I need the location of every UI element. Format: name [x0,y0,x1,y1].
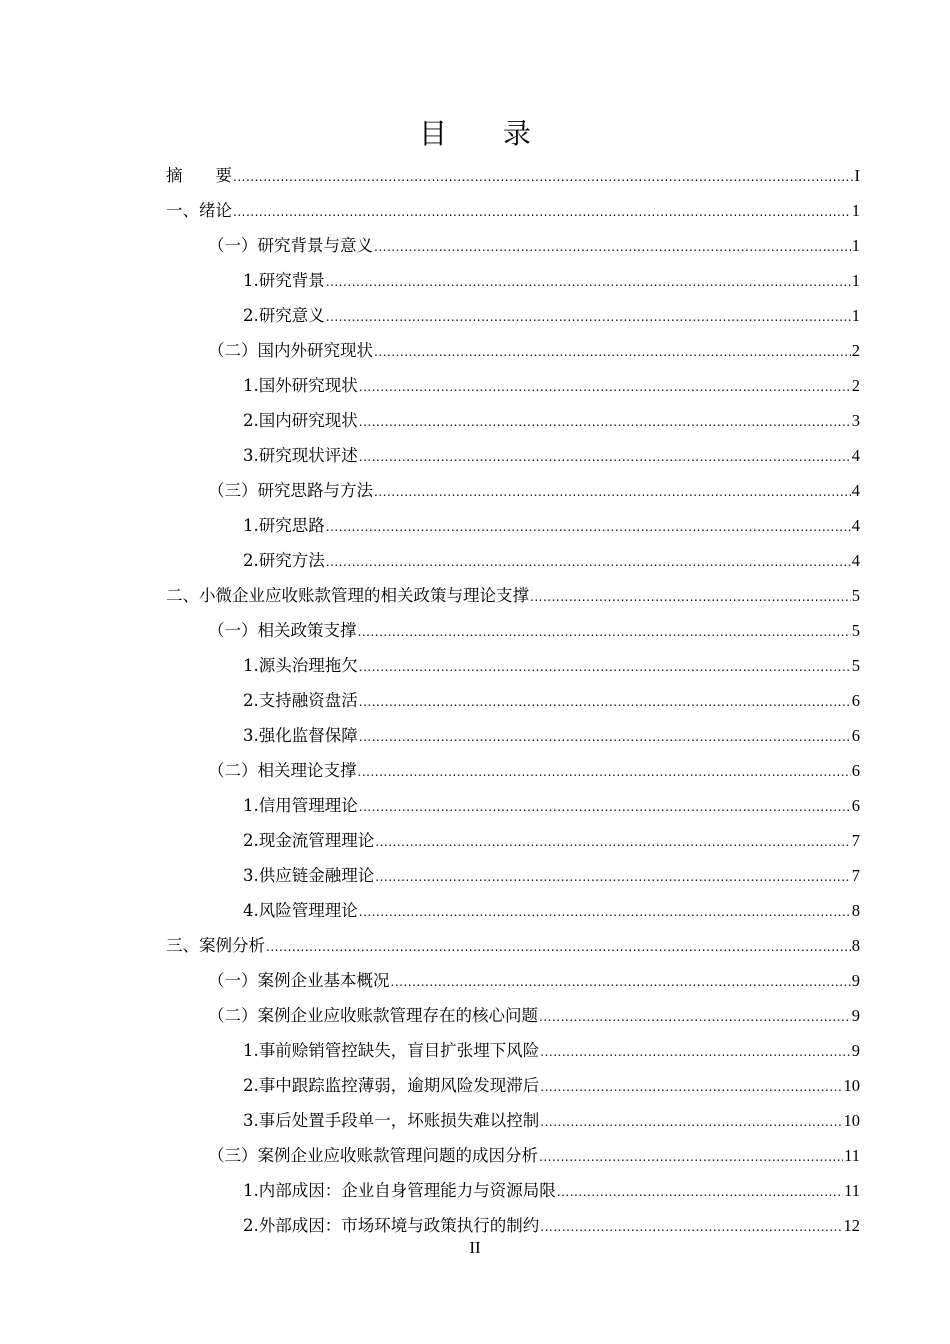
toc-entry-label: 2.研究方法 [243,551,325,570]
toc-entry-label: 3.研究现状评述 [243,446,358,465]
toc-entry-label: 1.研究背景 [243,271,325,290]
toc-entry-page: 6 [851,761,860,780]
toc-entry-label: 一、绪论 [166,201,232,220]
toc-entry[interactable] [166,403,860,438]
toc-entry-label: 2.支持融资盘活 [243,691,358,710]
toc-entry-page: 9 [851,971,860,990]
toc-entry-page: 4 [851,516,860,535]
toc-entry-label: 2.事中跟踪监控薄弱，逾期风险发现滞后 [243,1076,540,1095]
dot-leader [540,1070,842,1105]
dot-leader [540,1035,851,1070]
toc-entry-page: 10 [843,1111,860,1130]
dot-leader [374,230,851,265]
toc-entry-page: 6 [851,796,860,815]
dot-leader [530,580,851,615]
toc-entry[interactable] [166,158,860,193]
toc-entry-label: 摘 要 [166,166,232,185]
toc-entry-page: 1 [851,306,860,325]
toc-entry-label: （二）相关理论支撑 [208,761,357,780]
toc-entry[interactable] [166,508,860,543]
toc-entry-page: 1 [851,201,860,220]
toc-entry-label: （二）案例企业应收账款管理存在的核心问题 [208,1006,538,1025]
toc-entry-page: 11 [844,1146,860,1165]
toc-entry-page: 4 [851,446,860,465]
toc-entry[interactable] [166,298,860,333]
toc-entry-label: 1.内部成因：企业自身管理能力与资源局限 [243,1181,556,1200]
toc-entry-page: 1 [851,271,860,290]
toc-entry-page: 2 [851,376,860,395]
toc-entry[interactable] [166,578,860,613]
toc-entry-label: （一）相关政策支撑 [208,621,357,640]
toc-entry-page: 5 [851,656,860,675]
toc-entry-page: 10 [843,1076,860,1095]
dot-leader [374,335,851,370]
dot-leader [359,685,851,720]
page-number: II [469,1238,481,1257]
toc-entry-page: 7 [851,866,860,885]
toc-entry-page: 5 [851,621,860,640]
dot-leader [540,1105,842,1140]
toc-entry[interactable] [166,683,860,718]
toc-entry-page: 7 [851,831,860,850]
toc-entry-label: （一）案例企业基本概况 [208,971,390,990]
toc-entry-label: 1.信用管理理论 [243,796,358,815]
dot-leader [358,755,851,790]
toc-entry-label: 2.国内研究现状 [243,411,358,430]
toc-entry[interactable] [166,368,860,403]
dot-leader [359,650,851,685]
toc-entry-label: 2.研究意义 [243,306,325,325]
toc-entry-page: 4 [851,551,860,570]
toc-entry-page: 11 [844,1181,860,1200]
toc-entry[interactable] [166,928,860,963]
toc-entry-page: 9 [851,1041,860,1060]
toc-entry[interactable] [166,1173,860,1208]
toc-entry[interactable] [166,193,860,228]
toc-entry-label: 3.供应链金融理论 [243,866,375,885]
toc-entry-label: （一）研究背景与意义 [208,236,373,255]
toc-entry-page: 6 [851,691,860,710]
toc-entry-label: 二、小微企业应收账款管理的相关政策与理论支撑 [166,586,529,605]
toc-entry-label: 2.外部成因：市场环境与政策执行的制约 [243,1216,540,1235]
toc-entry[interactable] [166,473,860,508]
toc-entry-page: I [854,166,860,185]
toc-entry-page: 8 [851,901,860,920]
toc-entry[interactable] [166,858,860,893]
dot-leader [266,930,851,965]
toc-entry[interactable] [166,753,860,788]
toc-entry-label: （二）国内外研究现状 [208,341,373,360]
toc-entry[interactable] [166,1138,860,1173]
dot-leader [375,860,851,895]
toc-entry[interactable] [166,228,860,263]
toc-entry-label: 三、案例分析 [166,936,265,955]
toc-entry[interactable] [166,543,860,578]
toc-entry[interactable] [166,613,860,648]
dot-leader [391,965,851,1000]
toc-entry[interactable] [166,788,860,823]
dot-leader [375,825,851,860]
dot-leader [326,265,851,300]
toc-entry-label: 1.国外研究现状 [243,376,358,395]
toc-entry[interactable] [166,438,860,473]
toc-entry-label: 2.现金流管理理论 [243,831,375,850]
toc-entry[interactable] [166,823,860,858]
dot-leader [359,370,851,405]
dot-leader [326,300,851,335]
toc-entry[interactable] [166,263,860,298]
toc-entry-page: 1 [851,236,860,255]
toc-entry[interactable] [166,1068,860,1103]
toc-entry[interactable] [166,893,860,928]
toc-entry[interactable] [166,1033,860,1068]
toc-entry-label: （三）研究思路与方法 [208,481,373,500]
dot-leader [359,895,851,930]
toc-entry-page: 8 [851,936,860,955]
toc-entry-page: 5 [851,586,860,605]
toc-entry-label: 1.源头治理拖欠 [243,656,358,675]
dot-leader [557,1175,843,1210]
toc-entry-label: 3.事后处置手段单一，坏账损失难以控制 [243,1111,540,1130]
toc-entry-page: 6 [851,726,860,745]
toc-entry-label: 4.风险管理理论 [243,901,358,920]
toc-entry[interactable] [166,648,860,683]
toc-entry-page: 9 [851,1006,860,1025]
dot-leader [359,405,851,440]
toc-entry[interactable] [166,718,860,753]
toc-entry-label: 1.研究思路 [243,516,325,535]
toc-entry-label: 1.事前赊销管控缺失，盲目扩张埋下风险 [243,1041,540,1060]
toc-entry-label: （三）案例企业应收账款管理问题的成因分析 [208,1146,538,1165]
table-of-contents [166,158,860,1243]
dot-leader [374,475,851,510]
dot-leader [359,440,851,475]
dot-leader [539,1140,843,1175]
toc-entry[interactable] [166,998,860,1033]
toc-title: 目 录 [418,117,531,150]
dot-leader [233,160,854,195]
toc-entry-page: 4 [851,481,860,500]
toc-entry-label: 3.强化监督保障 [243,726,358,745]
toc-entry-page: 2 [851,341,860,360]
toc-entry-page: 12 [843,1216,860,1235]
dot-leader [326,510,851,545]
dot-leader [326,545,851,580]
dot-leader [539,1000,851,1035]
dot-leader [358,615,851,650]
dot-leader [233,195,851,230]
toc-entry-page: 3 [851,411,860,430]
toc-entry[interactable] [166,1103,860,1138]
dot-leader [359,720,851,755]
toc-entry[interactable] [166,333,860,368]
toc-entry[interactable] [166,963,860,998]
dot-leader [359,790,851,825]
